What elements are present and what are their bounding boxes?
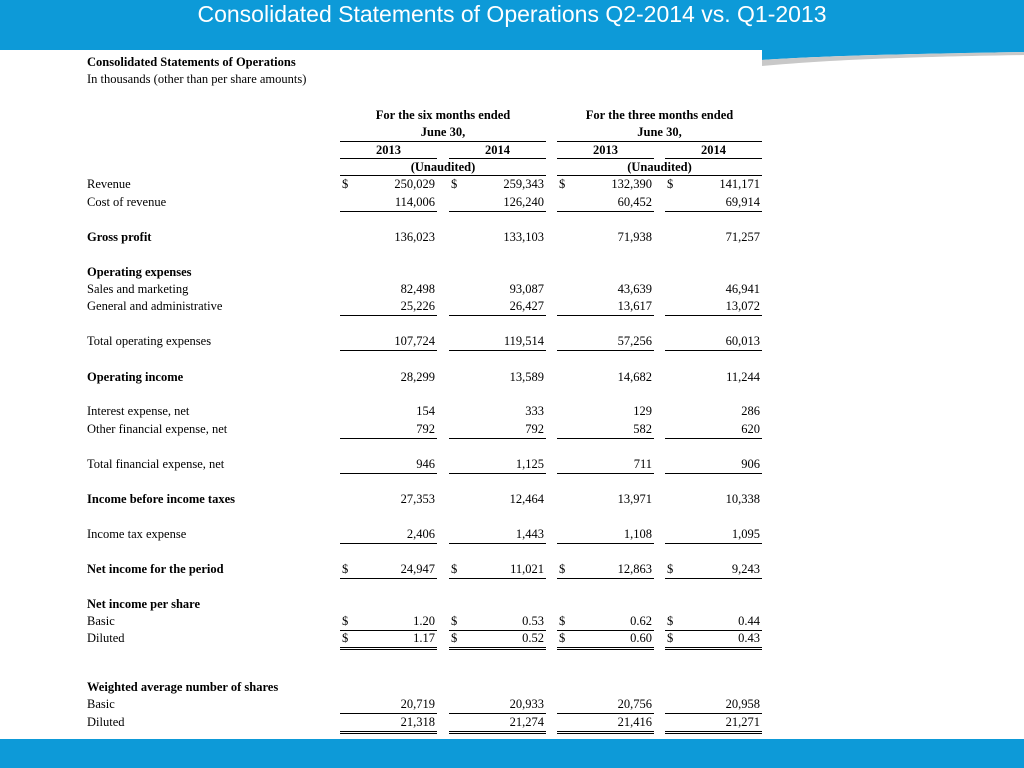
value: 93,087 — [509, 282, 544, 296]
currency-symbol: $ — [342, 614, 349, 628]
value-cell — [557, 370, 654, 386]
value-cell — [557, 457, 654, 474]
table-row — [0, 715, 1024, 731]
value: 1.20 — [413, 614, 435, 628]
table-row — [0, 631, 1024, 647]
value-cell — [449, 230, 546, 246]
value: 119,514 — [503, 334, 544, 348]
six-months-header-line1: For the six months ended — [375, 108, 511, 122]
value-cell — [340, 697, 437, 714]
value-cell — [557, 715, 654, 734]
value: 582 — [633, 422, 652, 436]
year-rule — [449, 158, 546, 159]
value: 20,933 — [509, 697, 544, 711]
row-label: Revenue — [87, 177, 131, 191]
value-cell — [665, 404, 762, 420]
value: 132,390 — [611, 177, 652, 191]
value: 0.62 — [630, 614, 652, 628]
row-label: General and administrative — [87, 299, 223, 313]
value: 0.52 — [522, 631, 544, 645]
currency-symbol: $ — [559, 562, 566, 576]
currency-symbol: $ — [667, 562, 674, 576]
table-row — [0, 404, 1024, 420]
value-cell — [557, 195, 654, 212]
value: 154 — [416, 404, 435, 418]
value: 28,299 — [400, 370, 435, 384]
value: 711 — [633, 457, 652, 471]
table-row — [0, 697, 1024, 713]
row-label: Income before income taxes — [87, 492, 235, 506]
table-row — [0, 334, 1024, 350]
value: 43,639 — [617, 282, 652, 296]
value: 13,617 — [617, 299, 652, 313]
value-cell — [449, 680, 546, 696]
row-label: Interest expense, net — [87, 404, 190, 418]
value: 11,021 — [510, 562, 544, 576]
value-cell — [665, 282, 762, 298]
currency-symbol: $ — [667, 177, 674, 191]
table-row — [0, 422, 1024, 438]
value-cell — [340, 282, 437, 298]
year-rule — [340, 158, 437, 159]
value: 71,257 — [725, 230, 760, 244]
currency-symbol: $ — [559, 631, 566, 645]
value-cell — [449, 631, 546, 650]
value-cell — [557, 265, 654, 281]
value-cell — [449, 562, 546, 579]
table-row — [0, 282, 1024, 298]
unaudited-rule — [340, 175, 546, 176]
six-months-header-rule — [340, 141, 546, 142]
currency-symbol: $ — [342, 177, 349, 191]
currency-symbol: $ — [342, 631, 349, 645]
value-cell — [665, 562, 762, 579]
year-rule — [557, 158, 654, 159]
row-label: Total operating expenses — [87, 334, 212, 348]
value: 20,958 — [725, 697, 760, 711]
row-label: Income tax expense — [87, 527, 187, 541]
value: 71,938 — [617, 230, 652, 244]
value-cell — [665, 457, 762, 474]
value: 1,108 — [623, 527, 652, 541]
table-row — [0, 230, 1024, 246]
value-cell — [665, 715, 762, 734]
value-cell — [449, 334, 546, 351]
value-cell — [557, 334, 654, 351]
value-cell — [449, 195, 546, 212]
value-cell — [340, 230, 437, 246]
slide-title: Consolidated Statements of Operations Q2-2014 vs. Q1-2013 — [197, 1, 827, 27]
value: 9,243 — [731, 562, 760, 576]
value: 69,914 — [725, 195, 760, 209]
unaudited-three: (Unaudited) — [627, 160, 692, 174]
row-label: Net income for the period — [87, 562, 224, 576]
value-cell — [449, 265, 546, 281]
value-cell — [340, 492, 437, 508]
value-cell — [340, 422, 437, 439]
value-cell — [557, 230, 654, 246]
year-header-2014-six: 2014 — [485, 143, 510, 157]
value: 133,103 — [503, 230, 544, 244]
value: 12,464 — [509, 492, 544, 506]
currency-symbol: $ — [451, 614, 458, 628]
value-cell — [557, 631, 654, 650]
value: 286 — [741, 404, 760, 418]
table-row — [0, 680, 1024, 696]
value-cell — [449, 404, 546, 420]
value-cell — [449, 299, 546, 316]
value: 21,318 — [400, 715, 435, 729]
value: 0.44 — [738, 614, 760, 628]
value: 259,343 — [503, 177, 544, 191]
value: 1,443 — [515, 527, 544, 541]
year-header-2013-six: 2013 — [376, 143, 401, 157]
value: 24,947 — [400, 562, 435, 576]
value: 13,971 — [617, 492, 652, 506]
year-rule — [665, 158, 762, 159]
value: 792 — [416, 422, 435, 436]
value: 60,452 — [617, 195, 652, 209]
value: 1,125 — [515, 457, 544, 471]
value-cell — [557, 177, 654, 193]
currency-symbol: $ — [667, 614, 674, 628]
value: 0.43 — [738, 631, 760, 645]
value: 12,863 — [617, 562, 652, 576]
three-months-header-rule — [557, 141, 762, 142]
row-label: Diluted — [87, 715, 125, 729]
value-cell — [665, 177, 762, 193]
value: 10,338 — [725, 492, 760, 506]
value-cell — [557, 527, 654, 544]
value-cell — [665, 265, 762, 281]
value-cell — [340, 404, 437, 420]
value: 792 — [525, 422, 544, 436]
row-label: Operating income — [87, 370, 184, 384]
value-cell — [665, 527, 762, 544]
row-label: Diluted — [87, 631, 125, 645]
row-label: Cost of revenue — [87, 195, 167, 209]
table-row — [0, 299, 1024, 315]
row-label: Gross profit — [87, 230, 152, 244]
value-cell — [449, 457, 546, 474]
row-label: Other financial expense, net — [87, 422, 228, 436]
value-cell — [665, 697, 762, 714]
value: 141,171 — [719, 177, 760, 191]
value-cell — [449, 492, 546, 508]
currency-symbol: $ — [451, 631, 458, 645]
value-cell — [449, 697, 546, 714]
table-row — [0, 265, 1024, 281]
currency-symbol: $ — [559, 614, 566, 628]
value-cell — [665, 614, 762, 631]
value-cell — [557, 562, 654, 579]
value: 20,756 — [617, 697, 652, 711]
value-cell — [557, 680, 654, 696]
year-header-2013-three: 2013 — [593, 143, 618, 157]
value: 107,724 — [394, 334, 435, 348]
value-cell — [665, 680, 762, 696]
value: 26,427 — [509, 299, 544, 313]
value: 20,719 — [400, 697, 435, 711]
statement-subtitle: In thousands (other than per share amounts) — [87, 72, 307, 86]
value: 946 — [416, 457, 435, 471]
value-cell — [449, 422, 546, 439]
row-label: Total financial expense, net — [87, 457, 225, 471]
value: 57,256 — [617, 334, 652, 348]
value: 13,072 — [725, 299, 760, 313]
value-cell — [340, 195, 437, 212]
currency-symbol: $ — [342, 562, 349, 576]
value-cell — [340, 334, 437, 351]
value: 21,271 — [725, 715, 760, 729]
value: 114,006 — [394, 195, 435, 209]
six-months-header-line2: June 30, — [420, 125, 466, 139]
value: 21,274 — [509, 715, 544, 729]
value: 333 — [525, 404, 544, 418]
value-cell — [665, 195, 762, 212]
value: 129 — [633, 404, 652, 418]
value: 250,029 — [394, 177, 435, 191]
table-row — [0, 527, 1024, 543]
value: 2,406 — [406, 527, 435, 541]
value: 14,682 — [617, 370, 652, 384]
currency-symbol: $ — [667, 631, 674, 645]
value-cell — [340, 715, 437, 734]
value-cell — [665, 597, 762, 613]
value-cell — [449, 282, 546, 298]
three-months-header-line2: June 30, — [637, 125, 682, 139]
value: 46,941 — [725, 282, 760, 296]
unaudited-rule — [557, 175, 762, 176]
value: 126,240 — [503, 195, 544, 209]
value-cell — [557, 422, 654, 439]
value: 60,013 — [725, 334, 760, 348]
value-cell — [449, 527, 546, 544]
value: 906 — [741, 457, 760, 471]
value-cell — [340, 177, 437, 193]
statement-title: Consolidated Statements of Operations — [87, 55, 296, 69]
value-cell — [340, 299, 437, 316]
table-row — [0, 492, 1024, 508]
value-cell — [340, 680, 437, 696]
value-cell — [340, 562, 437, 579]
table-row — [0, 370, 1024, 386]
year-header-2014-three: 2014 — [701, 143, 726, 157]
value-cell — [557, 282, 654, 298]
value-cell — [449, 715, 546, 734]
value: 1,095 — [731, 527, 760, 541]
row-label: Operating expenses — [87, 265, 192, 279]
value-cell — [557, 597, 654, 613]
table-row — [0, 614, 1024, 630]
value-cell — [340, 370, 437, 386]
value-cell — [665, 370, 762, 386]
value: 0.60 — [630, 631, 652, 645]
value: 620 — [741, 422, 760, 436]
table-row — [0, 177, 1024, 193]
value: 25,226 — [400, 299, 435, 313]
value: 13,589 — [509, 370, 544, 384]
value-cell — [557, 697, 654, 714]
row-label: Net income per share — [87, 597, 201, 611]
value: 11,244 — [726, 370, 760, 384]
row-label: Sales and marketing — [87, 282, 189, 296]
value-cell — [340, 457, 437, 474]
value-cell — [665, 299, 762, 316]
table-row — [0, 195, 1024, 211]
value: 0.53 — [522, 614, 544, 628]
value-cell — [665, 230, 762, 246]
row-label: Basic — [87, 614, 115, 628]
value-cell — [340, 597, 437, 613]
value: 27,353 — [400, 492, 435, 506]
value-cell — [340, 614, 437, 631]
three-months-header-line1: For the three months ended — [585, 108, 734, 122]
row-label: Basic — [87, 697, 115, 711]
value-cell — [449, 597, 546, 613]
value: 136,023 — [394, 230, 435, 244]
value: 1.17 — [413, 631, 435, 645]
value-cell — [557, 404, 654, 420]
footer-bar — [0, 739, 1024, 768]
unaudited-six: (Unaudited) — [410, 160, 476, 174]
value-cell — [340, 527, 437, 544]
value-cell — [665, 492, 762, 508]
row-label: Weighted average number of shares — [87, 680, 279, 694]
value: 82,498 — [400, 282, 435, 296]
value-cell — [665, 422, 762, 439]
currency-symbol: $ — [559, 177, 566, 191]
value-cell — [557, 299, 654, 316]
value-cell — [557, 614, 654, 631]
currency-symbol: $ — [451, 177, 458, 191]
value-cell — [340, 631, 437, 650]
table-row — [0, 562, 1024, 578]
value: 21,416 — [617, 715, 652, 729]
value-cell — [449, 614, 546, 631]
table-row — [0, 597, 1024, 613]
table-row — [0, 457, 1024, 473]
value-cell — [340, 265, 437, 281]
value-cell — [449, 177, 546, 193]
value-cell — [557, 492, 654, 508]
value-cell — [449, 370, 546, 386]
value-cell — [665, 334, 762, 351]
currency-symbol: $ — [451, 562, 458, 576]
value-cell — [665, 631, 762, 650]
